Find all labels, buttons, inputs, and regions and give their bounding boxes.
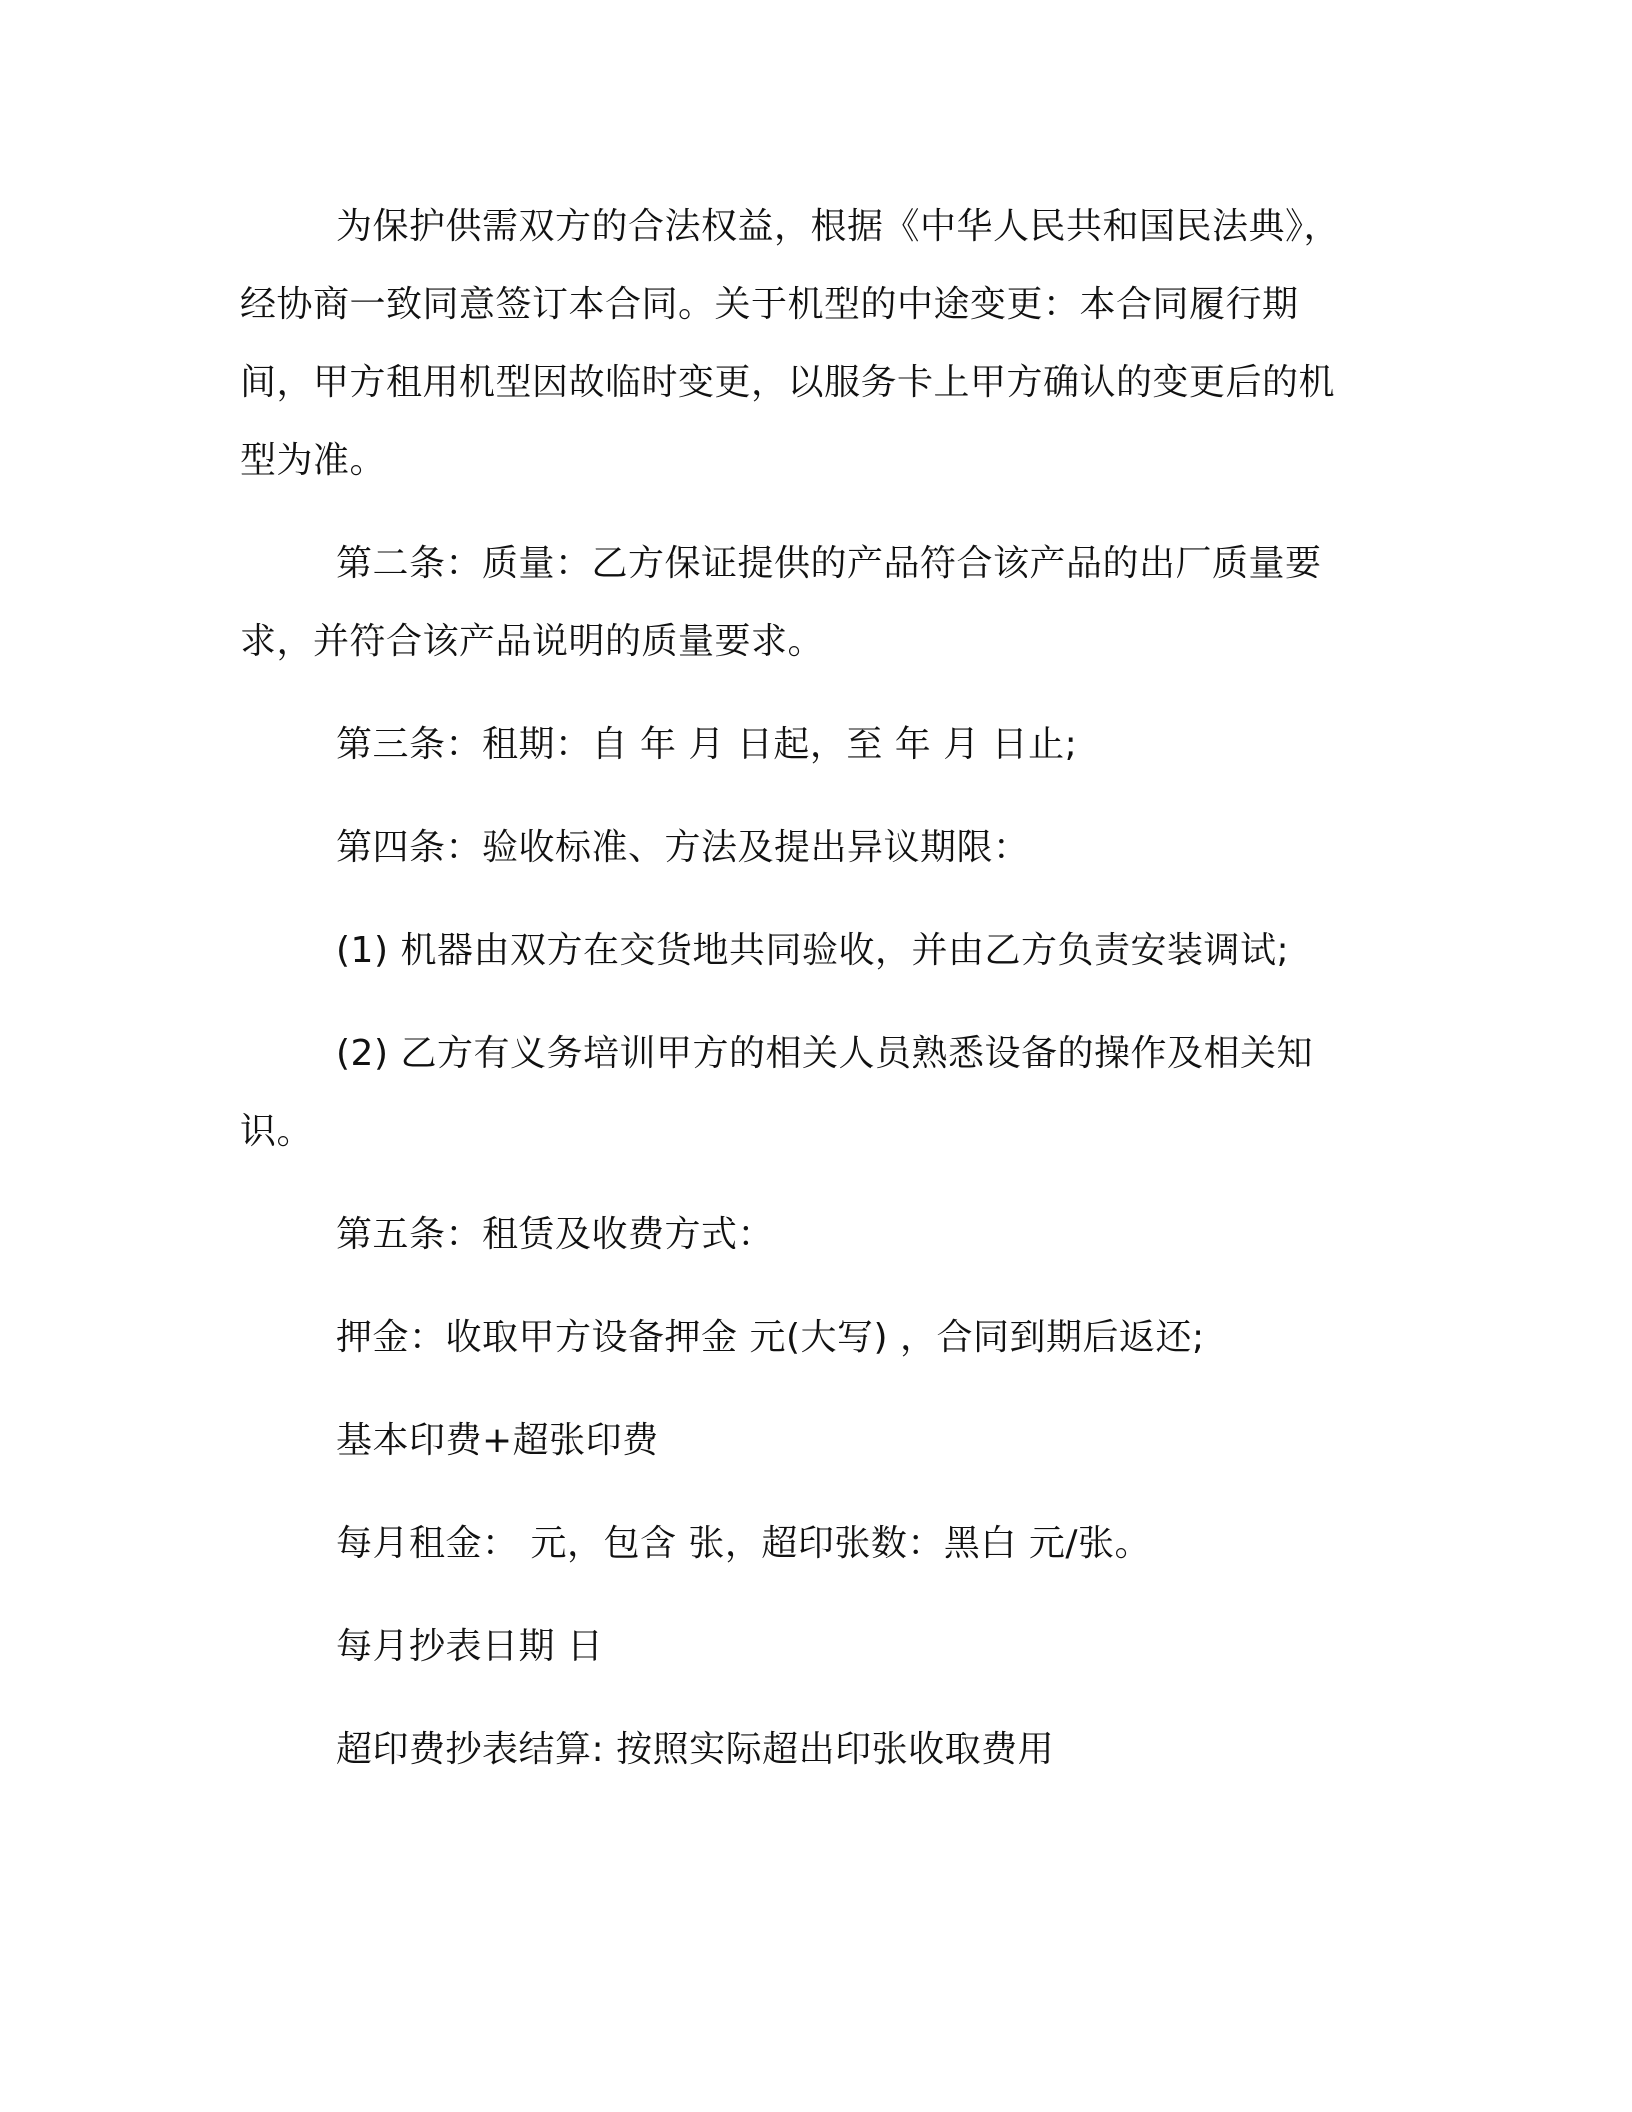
paragraph-preamble: 为保护供需双方的合法权益，根据《中华人民共和国民法典》，经协商一致同意签订本合同。关于机型的中途变更：本合同履行期间，甲方租用机型因故临时变更，以服务卡上甲方确认的变更后的机型为准。 <box>240 206 1341 481</box>
paragraph-spacer <box>240 784 1370 809</box>
paragraph-spacer <box>240 1686 1370 1711</box>
paragraph-article-3-term: 第三条：租期：自 年 月 日起，至 年 月 日止; <box>336 724 1078 765</box>
paragraph-spacer <box>240 1480 1370 1505</box>
paragraph-spacer <box>240 500 1370 525</box>
paragraph-article-5-fees: 第五条：租赁及收费方式： <box>336 1214 775 1255</box>
paragraph-spacer <box>240 1377 1370 1402</box>
paragraph-spacer <box>240 1171 1370 1196</box>
document-body <box>240 188 1370 1789</box>
paragraph-acceptance-item-2: (2) 乙方有义务培训甲方的相关人员熟悉设备的操作及相关知识。 <box>240 1033 1313 1152</box>
paragraph-overprint-settlement: 超印费抄表结算: 按照实际超出印张收取费用 <box>336 1729 1055 1770</box>
paragraph-acceptance-item-1: (1) 机器由双方在交货地共同验收，并由乙方负责安装调试; <box>336 930 1290 971</box>
paragraph-meter-reading-date: 每月抄表日期 日 <box>336 1626 604 1667</box>
paragraph-spacer <box>240 990 1370 1015</box>
paragraph-spacer <box>240 887 1370 912</box>
paragraph-article-2-quality: 第二条：质量：乙方保证提供的产品符合该产品的出厂质量要求，并符合该产品说明的质量要求。 <box>240 543 1322 662</box>
paragraph-spacer <box>240 681 1370 706</box>
paragraph-monthly-rent: 每月租金： 元，包含 张，超印张数：黑白 元/张。 <box>336 1523 1151 1564</box>
paragraph-deposit: 押金：收取甲方设备押金 元(大写) ，合同到期后返还; <box>336 1317 1205 1358</box>
paragraph-spacer <box>240 1583 1370 1608</box>
paragraph-article-4-acceptance: 第四条：验收标准、方法及提出异议期限： <box>336 827 1030 868</box>
paragraph-spacer <box>240 1274 1370 1299</box>
paragraph-fee-structure: 基本印费+超张印费 <box>336 1420 659 1461</box>
